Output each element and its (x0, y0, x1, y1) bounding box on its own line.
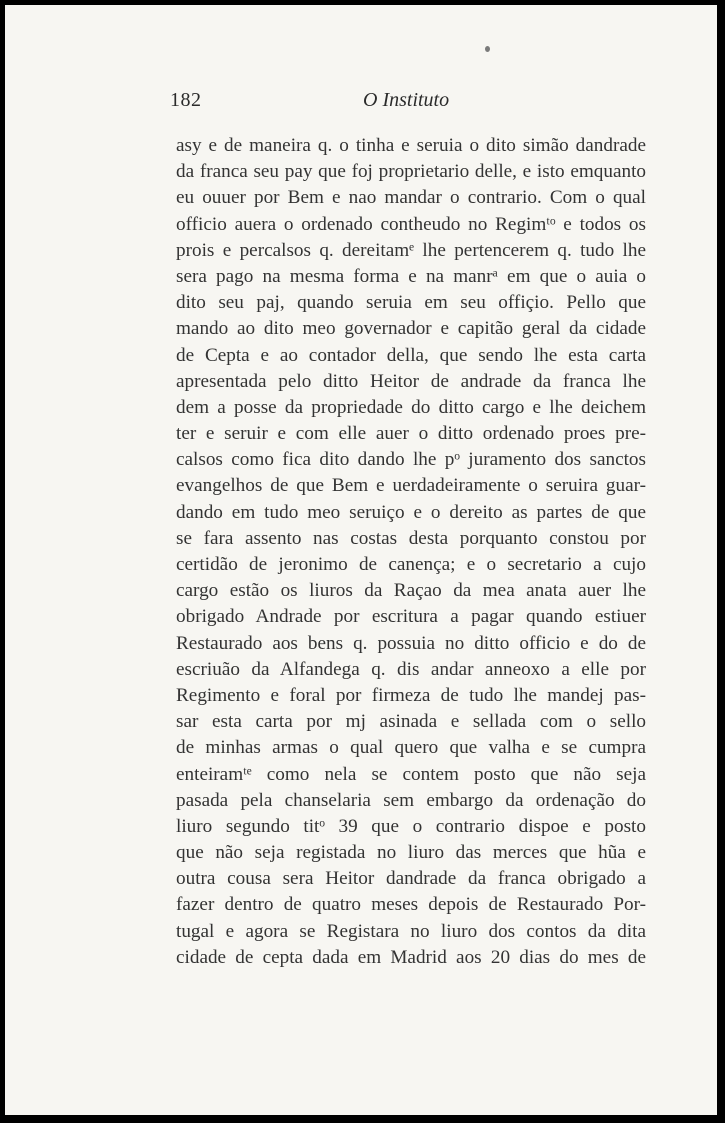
text-line: se fara assento nas costas desta porquanto constou por (176, 527, 646, 549)
text-line: enteiramᵗᵉ como nela se contem posto que não seja (176, 763, 646, 785)
running-title: O Instituto (363, 89, 450, 111)
text-line: fazer dentro de quatro meses depois de Restaurado Por- (176, 894, 646, 916)
text-line: asy e de maneira q. o tinha e seruia o dito simão dandrade (176, 135, 646, 156)
text-line: liuro segundo titᵒ 39 que o contrario dispoe e posto (176, 815, 646, 837)
text-line: ter e seruir e com elle auer o ditto ordenado proes pre- (176, 423, 646, 445)
text-line: mando ao dito meo governador e capitão geral da cidade (176, 318, 646, 340)
text-line: da franca seu pay que foj proprietario delle, e isto emquanto (176, 161, 646, 183)
body-text (176, 133, 646, 971)
ink-speck (485, 46, 490, 52)
text-line: Restaurado aos bens q. possuia no ditto officio e do de (176, 632, 646, 654)
text-line: apresentada pelo ditto Heitor de andrade da franca lhe (176, 370, 646, 392)
text-line: de minhas armas o qual quero que valha e se cumpra (176, 737, 646, 759)
text-line: de Cepta e ao contador della, que sendo lhe esta carta (176, 344, 646, 366)
page-header (170, 89, 645, 115)
text-line: dem a posse da propriedade do ditto cargo e lhe deichem (176, 396, 646, 418)
text-line: cidade de cepta dada em Madrid aos 20 dias do mes de (176, 946, 646, 968)
text-line: eu ouuer por Bem e nao mandar o contrario. Com o qual (176, 187, 646, 209)
text-line: officio auera o ordenado contheudo no Regimᵗᵒ e todos os (176, 213, 646, 235)
page-number: 182 (170, 89, 202, 111)
text-line: Regimento e foral por firmeza de tudo lhe mandej pas- (176, 684, 646, 706)
text-line: sera pago na mesma forma e na manrᵃ em que o auia o (176, 265, 646, 287)
text-line: tugal e agora se Registara no liuro dos contos da dita (176, 920, 646, 942)
text-line: certidão de jeronimo de canença; e o secretario a cujo (176, 554, 646, 575)
book-page (5, 5, 717, 1115)
text-line: calsos como fica dito dando lhe pᵒ juramento dos sanctos (176, 449, 646, 471)
text-line: dando em tudo meo seruiço e o dereito as partes de que (176, 501, 646, 523)
text-line: obrigado Andrade por escritura a pagar quando estiuer (176, 606, 646, 628)
text-line: outra cousa sera Heitor dandrade da franca obrigado a (176, 868, 646, 890)
text-line: evangelhos de que Bem e uerdadeiramente o seruira guar- (176, 475, 646, 497)
text-line: pasada pela chanselaria sem embargo da ordenação do (176, 789, 646, 811)
text-line: cargo estão os liuros da Raçao da mea anata auer lhe (176, 580, 646, 602)
text-line: escriuão da Alfandega q. dis andar anneoxo a elle por (176, 658, 646, 680)
text-line: que não seja registada no liuro das merces que hũa e (176, 842, 646, 864)
text-line: dito seu paj, quando seruia em seu offiçio. Pello que (176, 292, 646, 314)
text-line: sar esta carta por mj asinada e sellada com o sello (176, 711, 646, 733)
text-line: prois e percalsos q. dereitamᵉ lhe pertencerem q. tudo lhe (176, 239, 646, 261)
